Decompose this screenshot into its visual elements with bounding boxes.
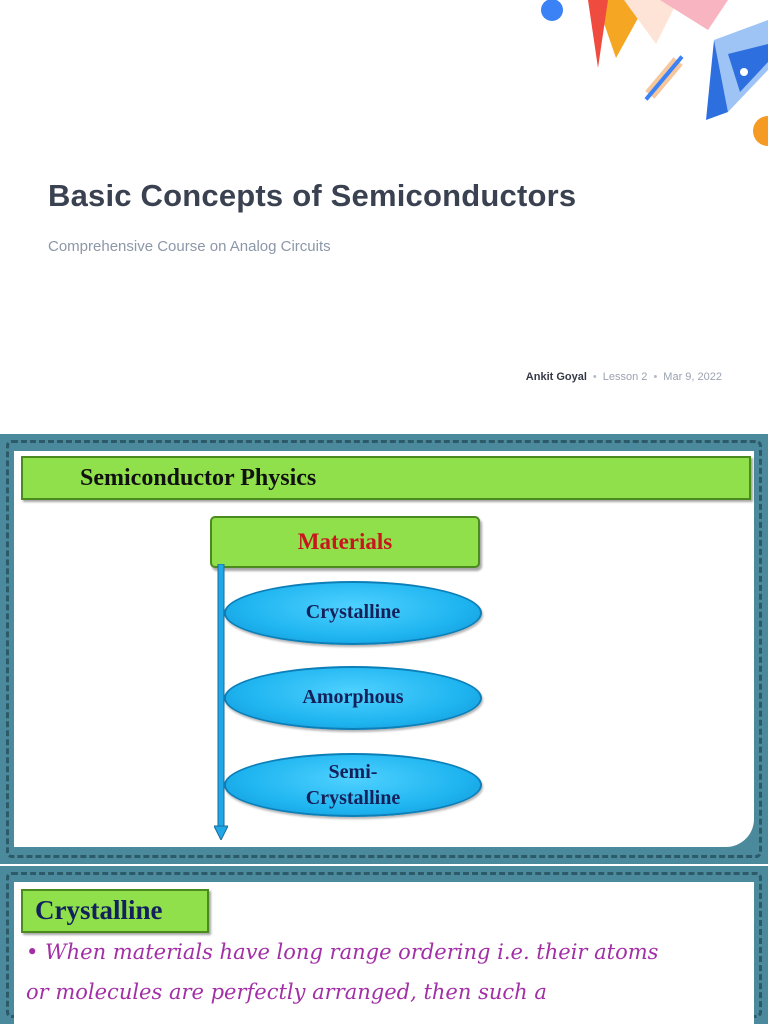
crystalline-heading: Crystalline [35,895,163,925]
meta-separator: • [653,371,658,383]
stationery-illustration [528,0,768,160]
materials-box [210,516,480,568]
lesson-number: Lesson 2 [602,371,648,383]
materials-label: Materials [297,529,393,554]
lesson-meta [526,371,722,383]
handwritten-note-line: or molecules are perfectly arranged, then such a [26,980,547,1004]
ellipse-label [226,759,480,811]
slide-content [14,451,754,847]
course-subtitle: Comprehensive Course on Analog Circuits [48,238,331,255]
slide-crystalline [0,866,768,1024]
ellipse-label-line: Crystalline [305,787,401,809]
slide-header-bar [21,456,751,500]
crystalline-ellipse [224,581,482,645]
amorphous-ellipse [224,666,482,730]
ellipse-label: Amorphous [302,686,404,708]
slide-header-title: Semiconductor Physics [80,465,317,491]
slide-semiconductor-physics [0,434,768,864]
meta-separator: • [592,371,597,383]
author-name: Ankit Goyal [525,371,587,383]
ellipse-label: Crystalline [305,601,401,623]
slide-content [14,882,754,1024]
crystalline-heading-box [21,889,209,933]
semi-crystalline-ellipse [224,753,482,817]
ellipse-label-line: Semi- [328,761,378,783]
cover-slide [0,0,768,434]
lesson-date: Mar 9, 2022 [663,371,722,383]
lesson-title: Basic Concepts of Semiconductors [48,178,577,213]
handwritten-note-line: • When materials have long range ordering i.e. their atoms [26,940,659,964]
